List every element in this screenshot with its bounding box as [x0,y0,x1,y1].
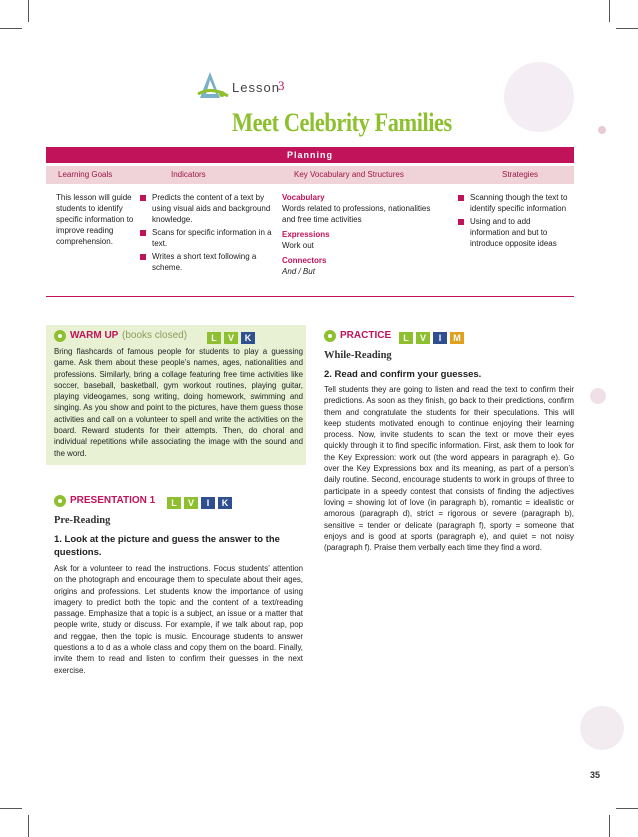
presentation-heading [54,494,304,508]
crop-mark [28,815,29,837]
planning-header-row [46,166,574,184]
warmup-heading [54,329,304,343]
while-reading-heading: While-Reading [324,350,392,361]
decor-circle [504,62,574,132]
lesson-logo-icon [196,70,230,104]
crop-mark [0,808,22,809]
page-title: Meet Celebrity Families [232,108,452,137]
strategy-item: Using and to add information and but to introduce opposite ideas [458,216,570,249]
connectors-heading: Connectors [282,256,327,265]
presentation-title: PRESENTATION 1 [70,495,156,506]
practice-heading [324,329,574,343]
task-1-heading: 1. Look at the picture and guess the answer to the questions. [54,534,280,558]
crop-mark [616,808,638,809]
badge-i: I [433,332,447,344]
presentation-badges [164,494,232,512]
lesson-number: 3 [278,78,285,93]
badge-v: V [224,332,238,344]
badge-v: V [184,497,198,509]
badge-v: V [416,332,430,344]
badge-l: L [207,332,221,344]
strategy-item: Scanning though the text to identify specific information [458,192,570,214]
warmup-note: (books closed) [122,330,188,341]
practice-title: PRACTICE [340,330,392,341]
planning-bar: Planning [46,147,574,163]
section-bullet-icon [54,495,66,507]
header-indicators: Indicators [171,170,206,179]
pre-reading-heading: Pre-Reading [54,515,111,526]
indicator-item: Predicts the content of a text by using visual aids and background knowledge. [140,192,276,225]
indicator-item: Scans for specific information in a text. [140,227,276,249]
practice-text: Tell students they are going to listen and read the text to confirm their predictions. As soon as they finish, go back to their predictions, confirm them and congratulate the students for their speculations. This will keep students motivated enough to continue enjoying their learning process. Now, invite students to scan the text or move their eyes quickly through it to find specific information. First, ask them to look for the Key Expression: work out (the word appears in paragraph e). Go over the Key Expressions box and its meaning, as part of a person’s daily routine. Second, encourage students to work in groups of three to participate in a speedy contest that consists of finding the adjectives loving = showing lot of love (in paragraph b), romantic = idealistic or amorous (paragraph d), strict = rigorous or severe (paragraph b), sensitive = tender or delicate (paragraph f), sporty = someone that enjoys and is good at sports (paragraph e), and quiet = not noisy (paragraph f). Praise them verbally each time they find a word. [324,385,574,553]
badge-l: L [399,332,413,344]
presentation-text: Ask for a volunteer to read the instructions. Focus students’ attention on the photograph and encourage them to speculate about their ages, origins and professions. Let students know the importance of using imagery to predict both the topic and the content of a text/reading passage. Emphasize that a topic is a subject, an issue or a matter that people write, study or discuss. For example, if we talk about rap, pop and reggae, then the topic is music. Encourage students to answer questions a to d as a whole class and copy them on the board. Finally, invite them to read and listen to confirm their guesses in the next exercise. [54,564,303,675]
vocabulary-heading: Vocabulary [282,193,325,202]
decor-circle [590,388,606,404]
decor-circle [598,126,606,134]
warmup-badges [204,329,255,347]
crop-mark [609,0,610,22]
crop-mark [616,28,638,29]
warmup-title: WARM UP [70,330,119,341]
header-strategies: Strategies [502,170,539,179]
badge-m: M [450,332,464,344]
crop-mark [0,28,22,29]
crop-mark [609,815,610,837]
vocabulary-column [282,192,442,277]
expressions-text: Work out [282,241,314,250]
task-2-heading: 2. Read and confirm your guesses. [324,369,482,380]
practice-badges [396,329,464,347]
page-number: 35 [590,770,601,780]
section-bullet-icon [324,330,336,342]
warmup-text: Bring flashcards of famous people for students to play a guessing game. Ask them about these people’s names, ages, nationalities and professions. Similarly, bring a collage featuring free time activities like soccer, baseball, basketball, gym workout routines, playing guitar, playing videogames, song writing, doing homework, swimming and singing. As you show and point to the pictures, have them guess those activities and call on a volunteer to spell and write the activities on the board. Reward students for their attempts. Then, do choral and individual repetitions while associating the image with the sound and the word. [54,347,303,458]
header-key-vocabulary: Key Vocabulary and Structures [294,170,404,179]
lesson-label: Lesson [232,80,280,95]
decor-circle [580,706,624,750]
badge-i: I [201,497,215,509]
badge-k: K [241,332,255,344]
indicators-list [140,192,276,275]
crop-mark [28,0,29,22]
badge-k: K [218,497,232,509]
planning-divider [46,296,574,297]
vocabulary-text: Words related to professions, nationalities and free time activities [282,204,431,224]
expressions-heading: Expressions [282,230,330,239]
indicator-item: Writes a short text following a scheme. [140,251,276,273]
strategies-list [458,192,570,251]
section-bullet-icon [54,330,66,342]
header-learning-goals: Learning Goals [58,170,113,179]
learning-goals-text: This lesson will guide students to identify specific information to improve reading comprehension. [56,193,134,246]
connectors-text: And / But [282,267,315,276]
badge-l: L [167,497,181,509]
